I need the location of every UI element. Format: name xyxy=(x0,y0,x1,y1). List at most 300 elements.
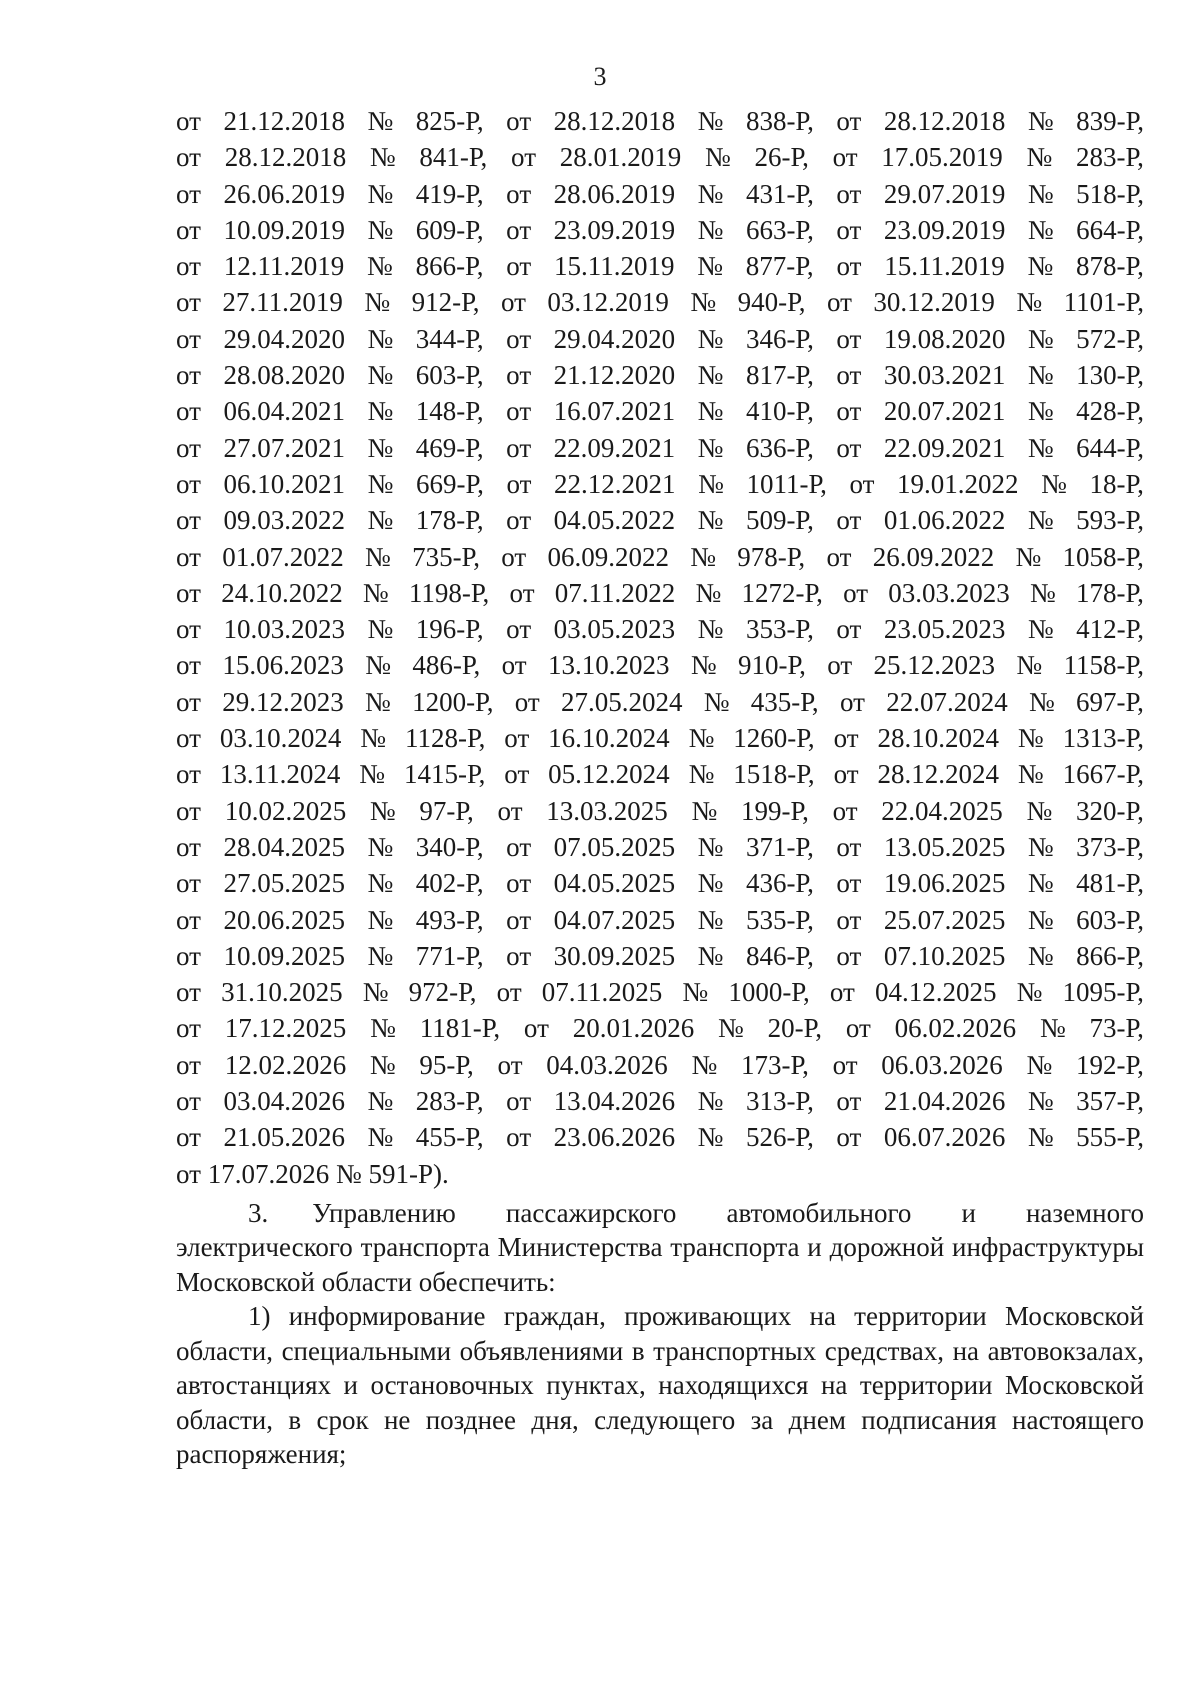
order-reference-token: от xyxy=(176,1122,201,1153)
order-reference-token: 603-Р, xyxy=(415,360,484,391)
order-reference-token: 346-Р, xyxy=(745,323,814,354)
paragraph-3 xyxy=(176,1196,1144,1300)
order-reference-token: 18-Р, xyxy=(1089,468,1144,499)
order-reference-token: 73-Р, xyxy=(1089,1013,1144,1044)
order-reference-token: № xyxy=(682,977,709,1008)
order-reference-token: № xyxy=(697,396,724,427)
order-reference-token: 1128-Р, xyxy=(404,723,486,754)
order-reference-token: 1260-Р, xyxy=(733,723,815,754)
order-reference-token: от xyxy=(176,977,201,1008)
order-reference-token: 178-Р, xyxy=(415,505,484,536)
order-reference-line xyxy=(176,357,1144,393)
order-reference-token: 344-Р, xyxy=(415,323,484,354)
order-reference-token: от xyxy=(176,868,201,899)
order-reference-token: 13.03.2025 xyxy=(546,795,668,826)
order-reference-token: от xyxy=(506,1122,532,1153)
order-reference-token: № xyxy=(1027,106,1054,136)
order-reference-token: от xyxy=(509,577,535,608)
order-reference-token: № xyxy=(1017,723,1044,754)
order-reference-token: от xyxy=(504,723,530,754)
order-reference-token: от xyxy=(506,940,532,971)
paragraph-number: 3. xyxy=(248,1197,269,1228)
order-reference-token: 01.06.2022 xyxy=(883,505,1006,536)
order-reference-line xyxy=(176,502,1144,538)
order-reference-token: 22.09.2021 xyxy=(883,432,1006,463)
order-reference-token: № xyxy=(697,1122,724,1153)
order-reference-token: 28.08.2020 xyxy=(223,360,345,391)
order-reference-token: от xyxy=(832,795,858,826)
order-reference-token: от xyxy=(833,723,859,754)
order-reference-token: 1198-Р, xyxy=(408,577,490,608)
order-reference-token: 07.11.2025 xyxy=(541,977,663,1008)
order-reference-token: 19.08.2020 xyxy=(883,323,1006,354)
order-reference-token: 26.06.2019 xyxy=(223,178,345,209)
order-reference-token: от xyxy=(506,868,532,899)
order-reference-token: 06.10.2021 xyxy=(223,468,346,499)
order-reference-token: 28.10.2024 xyxy=(877,723,999,754)
order-reference-token: 20.01.2026 xyxy=(572,1013,695,1044)
order-reference-token: 20-Р, xyxy=(767,1013,823,1044)
order-reference-token: № xyxy=(1030,577,1056,608)
order-reference-token: от xyxy=(176,686,201,717)
order-reference-token: № xyxy=(697,868,724,899)
order-reference-token: от xyxy=(514,686,540,717)
order-reference-token: 23.09.2019 xyxy=(553,214,676,245)
order-reference-token: 07.10.2025 xyxy=(883,940,1006,971)
order-reference-token: 04.07.2025 xyxy=(553,904,676,935)
order-reference-token: 31.10.2025 xyxy=(221,977,343,1008)
order-reference-token: от xyxy=(506,106,532,136)
order-reference-token: № xyxy=(367,1122,394,1153)
order-reference-token: от xyxy=(829,977,855,1008)
order-reference-token: 30.09.2025 xyxy=(553,940,676,971)
order-reference-token: от xyxy=(849,468,875,499)
order-reference-token: 28.12.2018 xyxy=(883,106,1006,136)
order-reference-line xyxy=(176,974,1144,1010)
order-reference-token: 357-Р, xyxy=(1076,1086,1144,1117)
order-reference-token: 13.05.2025 xyxy=(883,831,1006,862)
order-reference-token: № xyxy=(1028,686,1055,717)
order-reference-line xyxy=(176,139,1144,175)
order-reference-line xyxy=(176,938,1144,974)
order-reference-token: 846-Р, xyxy=(745,940,814,971)
order-reference-token: от xyxy=(836,831,862,862)
order-reference-token: от xyxy=(836,178,862,209)
order-reference-token: 636-Р, xyxy=(745,432,814,463)
order-reference-token: от xyxy=(836,214,862,245)
order-reference-token: № xyxy=(367,614,394,645)
order-reference-token: 410-Р, xyxy=(745,396,814,427)
order-reference-token: 29.07.2019 xyxy=(883,178,1006,209)
order-reference-token: № xyxy=(703,686,730,717)
order-reference-token: 593-Р, xyxy=(1076,505,1144,536)
order-reference-token: 27.07.2021 xyxy=(223,432,345,463)
order-reference-token: 1200-Р, xyxy=(412,686,494,717)
order-reference-token: от xyxy=(826,541,852,572)
order-reference-token: 199-Р, xyxy=(740,795,809,826)
order-reference-token: 06.02.2026 xyxy=(894,1013,1017,1044)
order-reference-token: 10.09.2025 xyxy=(223,940,345,971)
order-reference-token: 27.05.2024 xyxy=(560,686,683,717)
order-reference-token: № xyxy=(359,759,386,790)
order-reference-token: № xyxy=(367,904,394,935)
order-reference-token: 19.06.2025 xyxy=(883,868,1006,899)
order-reference-token: 644-Р, xyxy=(1076,432,1144,463)
order-reference-token: от xyxy=(176,759,201,790)
order-reference-token: № xyxy=(697,214,724,245)
order-reference-token: № xyxy=(697,831,724,862)
order-reference-token: 29.12.2023 xyxy=(222,686,344,717)
order-reference-line xyxy=(176,539,1144,575)
order-reference-token: от xyxy=(176,287,201,318)
order-reference-token: 03.10.2024 xyxy=(219,723,342,754)
order-reference-token: от xyxy=(836,323,862,354)
order-reference-token: № xyxy=(1041,468,1067,499)
order-reference-token: 23.06.2026 xyxy=(553,1122,676,1153)
order-reference-token: 07.11.2022 xyxy=(554,577,676,608)
order-reference-token: от xyxy=(176,940,201,971)
subparagraph-1: 1) информирование граждан, проживающих на территории Московской области, специальными объявлениями в транспортных средствах, на автовокзалах, автостанциях и остановочных пунктах, находящихся на территории Московской области, в срок не позднее дня, следующего за днем подписания настоящего распоряжения; xyxy=(176,1301,1144,1470)
order-reference-token: 940-Р, xyxy=(737,287,806,318)
order-reference-token: от xyxy=(836,505,862,536)
order-reference-token: 16.10.2024 xyxy=(548,723,670,754)
order-reference-line xyxy=(176,430,1144,466)
order-reference-token: 320-Р, xyxy=(1076,795,1144,826)
order-reference-line xyxy=(176,466,1144,502)
order-reference-token: 06.04.2021 xyxy=(223,396,345,427)
order-reference-token: № xyxy=(367,214,394,245)
order-reference-token: № xyxy=(1027,1122,1054,1153)
order-reference-token: от xyxy=(506,432,532,463)
order-reference-token: 373-Р, xyxy=(1076,831,1144,862)
order-reference-token: № xyxy=(691,795,718,826)
order-reference-token: 20.07.2021 xyxy=(883,396,1006,427)
order-reference-token: № xyxy=(1027,505,1054,536)
order-reference-token: 15.11.2019 xyxy=(553,251,675,282)
order-reference-token: 1313-Р, xyxy=(1062,723,1144,754)
order-reference-line xyxy=(176,902,1144,938)
order-reference-line xyxy=(176,611,1144,647)
order-reference-line xyxy=(176,720,1144,756)
order-reference-token: 1011-Р, xyxy=(746,468,827,499)
order-reference-token: от xyxy=(500,287,526,318)
order-reference-token: 12.02.2026 xyxy=(224,1049,347,1080)
order-reference-line xyxy=(176,1047,1144,1083)
order-reference-token: от xyxy=(176,904,201,935)
order-reference-token: № xyxy=(1027,904,1054,935)
order-reference-token: от xyxy=(504,759,530,790)
order-reference-token: 22.12.2021 xyxy=(554,468,676,499)
order-reference-token: № xyxy=(1027,868,1054,899)
order-reference-token: № xyxy=(367,868,394,899)
order-reference-token: 428-Р, xyxy=(1076,396,1144,427)
order-reference-token: 04.03.2026 xyxy=(546,1049,668,1080)
order-reference-token: 09.03.2022 xyxy=(223,505,345,536)
order-reference-token: 493-Р, xyxy=(415,904,484,935)
order-reference-token: № xyxy=(1027,1086,1054,1117)
order-reference-token: 435-Р, xyxy=(750,686,819,717)
order-reference-token: от xyxy=(176,106,201,136)
order-reference-token: 910-Р, xyxy=(737,650,806,681)
order-reference-token: 28.12.2024 xyxy=(877,759,999,790)
order-reference-token: № xyxy=(367,940,394,971)
order-reference-token: 196-Р, xyxy=(415,614,484,645)
order-reference-token: № xyxy=(1017,759,1044,790)
order-reference-token: от xyxy=(176,614,201,645)
order-reference-token: от xyxy=(845,1013,871,1044)
order-reference-token: 97-Р, xyxy=(419,795,474,826)
order-reference-token: 1518-Р, xyxy=(733,759,815,790)
order-reference-token: 10.09.2019 xyxy=(223,214,345,245)
order-reference-line xyxy=(176,1119,1144,1155)
order-reference-token: 29.04.2020 xyxy=(223,323,345,354)
order-reference-token: 26.09.2022 xyxy=(872,541,995,572)
order-reference-line xyxy=(176,756,1144,792)
order-reference-token: 817-Р, xyxy=(745,360,814,391)
order-reference-token: от xyxy=(176,795,201,826)
order-reference-token: № xyxy=(367,505,394,536)
order-reference-line xyxy=(176,1083,1144,1119)
order-reference-token: от xyxy=(501,650,527,681)
order-reference-token: от xyxy=(176,178,201,209)
order-reference-token: от xyxy=(176,650,201,681)
order-reference-token: 839-Р, xyxy=(1076,106,1144,136)
order-reference-token: 28.06.2019 xyxy=(553,178,676,209)
order-reference-token: 23.09.2019 xyxy=(883,214,1006,245)
order-reference-token: 28.01.2019 xyxy=(559,142,682,173)
order-reference-token: № xyxy=(1016,287,1043,318)
order-reference-token: 735-Р, xyxy=(412,541,480,572)
order-reference-line xyxy=(176,575,1144,611)
order-reference-token: 535-Р, xyxy=(745,904,814,935)
order-reference-token: 29.04.2020 xyxy=(553,323,676,354)
order-reference-token: от xyxy=(176,577,201,608)
order-reference-token: № xyxy=(1039,1013,1066,1044)
order-reference-token: № xyxy=(367,432,394,463)
order-reference-line xyxy=(176,103,1144,139)
order-reference-token: 03.12.2019 xyxy=(547,287,669,318)
order-reference-token: № xyxy=(367,396,394,427)
order-reference-token: № xyxy=(370,1013,396,1044)
order-reference-token: от xyxy=(176,1049,201,1080)
order-reference-token: от xyxy=(523,1013,549,1044)
order-reference-token: от xyxy=(176,142,201,173)
order-reference-token: 19.01.2022 xyxy=(897,468,1019,499)
order-reference-token: 526-Р, xyxy=(745,1122,814,1153)
order-reference-line xyxy=(176,1010,1144,1046)
order-reference-token: № xyxy=(697,106,724,136)
order-reference-token: от xyxy=(843,577,869,608)
order-reference-token: от xyxy=(826,287,852,318)
order-reference-token: 469-Р, xyxy=(415,432,484,463)
order-reference-line xyxy=(176,793,1144,829)
order-reference-token: 16.07.2021 xyxy=(553,396,676,427)
order-reference-token: 486-Р, xyxy=(412,650,481,681)
order-reference-token: № xyxy=(365,686,391,717)
order-reference-token: 663-Р, xyxy=(745,214,814,245)
order-reference-token: № xyxy=(1016,977,1043,1008)
order-reference-token: 148-Р, xyxy=(415,396,484,427)
order-reference-token: 518-Р, xyxy=(1076,178,1144,209)
order-reference-token: 419-Р, xyxy=(415,178,484,209)
order-reference-token: № xyxy=(688,759,715,790)
order-reference-token: 27.05.2025 xyxy=(223,868,345,899)
order-reference-token: 06.03.2026 xyxy=(881,1049,1003,1080)
order-reference-token: 509-Р, xyxy=(745,505,814,536)
order-reference-token: № xyxy=(1027,323,1054,354)
order-reference-token: от xyxy=(833,759,859,790)
order-reference-token: 13.04.2026 xyxy=(553,1086,676,1117)
order-reference-token: 603-Р, xyxy=(1076,904,1144,935)
order-reference-token: 04.05.2022 xyxy=(553,505,676,536)
order-reference-token: от xyxy=(506,323,532,354)
order-reference-token: № xyxy=(1027,178,1054,209)
order-reference-token: № xyxy=(697,360,724,391)
order-reference-line xyxy=(176,865,1144,901)
order-reference-token: 01.07.2022 xyxy=(222,541,344,572)
order-reference-token: 412-Р, xyxy=(1076,614,1144,645)
order-reference-token: от xyxy=(506,904,532,935)
order-reference-token: № xyxy=(362,577,389,608)
order-reference-token: от xyxy=(836,432,862,463)
order-reference-token: от xyxy=(836,904,862,935)
order-reference-token: № xyxy=(360,723,387,754)
order-reference-token: 30.03.2021 xyxy=(883,360,1006,391)
order-reference-token: № xyxy=(697,940,724,971)
order-reference-token: 06.09.2022 xyxy=(547,541,669,572)
order-reference-token: 22.07.2024 xyxy=(886,686,1008,717)
order-references-tail: от 17.07.2026 № 591-Р). xyxy=(176,1158,449,1189)
order-reference-token: 283-Р, xyxy=(415,1086,484,1117)
order-reference-token: от xyxy=(176,1013,201,1044)
order-reference-token: № xyxy=(718,1013,744,1044)
order-reference-token: 13.10.2023 xyxy=(547,650,670,681)
order-reference-token: 04.05.2025 xyxy=(553,868,676,899)
order-reference-token: от xyxy=(836,940,862,971)
order-reference-token: № xyxy=(697,1086,724,1117)
order-reference-token: от xyxy=(836,614,862,645)
order-reference-token: № xyxy=(690,541,717,572)
order-reference-token: 1095-Р, xyxy=(1062,977,1144,1008)
order-reference-token: 771-Р, xyxy=(415,940,484,971)
order-reference-token: 12.11.2019 xyxy=(223,251,345,282)
order-reference-token: от xyxy=(176,360,201,391)
order-reference-token: 15.11.2019 xyxy=(884,251,1005,282)
order-reference-token: от xyxy=(506,468,532,499)
order-reference-token: 130-Р, xyxy=(1076,360,1144,391)
order-reference-token: № xyxy=(697,178,724,209)
order-reference-token: № xyxy=(1027,831,1054,862)
order-reference-token: 866-Р, xyxy=(1076,940,1144,971)
order-reference-token: 340-Р, xyxy=(415,831,484,862)
order-reference-token: 1415-Р, xyxy=(403,759,486,790)
order-reference-token: 28.12.2018 xyxy=(553,106,676,136)
order-reference-token: № xyxy=(697,505,724,536)
order-reference-token: № xyxy=(697,614,724,645)
order-reference-token: от xyxy=(176,323,201,354)
order-reference-token: 841-Р, xyxy=(419,142,488,173)
order-reference-token: 21.04.2026 xyxy=(883,1086,1006,1117)
order-reference-token: № xyxy=(697,251,724,282)
order-reference-token: № xyxy=(691,1049,718,1080)
order-reference-token: от xyxy=(832,142,858,173)
order-reference-token: 21.12.2020 xyxy=(553,360,676,391)
order-reference-token: № xyxy=(364,287,391,318)
order-reference-token: № xyxy=(698,468,724,499)
order-reference-token: № xyxy=(369,1049,396,1080)
order-reference-token: 28.12.2018 xyxy=(224,142,347,173)
order-reference-token: 22.04.2025 xyxy=(881,795,1003,826)
order-reference-token: 866-Р, xyxy=(415,251,484,282)
order-reference-token: от xyxy=(506,505,532,536)
order-reference-token: 10.02.2025 xyxy=(224,795,347,826)
order-reference-token: от xyxy=(506,831,532,862)
order-reference-token: от xyxy=(506,396,532,427)
order-reference-token: от xyxy=(176,432,201,463)
order-reference-token: 17.12.2025 xyxy=(224,1013,347,1044)
order-reference-token: 05.12.2024 xyxy=(548,759,670,790)
order-reference-token: от xyxy=(176,396,201,427)
order-reference-token: 972-Р, xyxy=(408,977,477,1008)
order-reference-token: 877-Р, xyxy=(745,251,814,282)
order-reference-token: № xyxy=(367,251,393,282)
order-reference-token: 21.12.2018 xyxy=(223,106,345,136)
order-reference-token: № xyxy=(367,323,394,354)
order-reference-token: от xyxy=(506,178,532,209)
order-reference-token: от xyxy=(497,795,523,826)
order-reference-token: № xyxy=(1027,940,1054,971)
order-reference-token: № xyxy=(367,360,394,391)
order-reference-token: № xyxy=(369,795,396,826)
order-reference-token: 173-Р, xyxy=(740,1049,809,1080)
order-reference-token: 1058-Р, xyxy=(1062,541,1144,572)
order-reference-token: 1000-Р, xyxy=(728,977,810,1008)
order-reference-token: № xyxy=(367,1086,394,1117)
order-reference-token: № xyxy=(697,323,724,354)
order-reference-token: 669-Р, xyxy=(416,468,484,499)
order-reference-token: от xyxy=(496,977,522,1008)
order-reference-token: 664-Р, xyxy=(1076,214,1144,245)
order-reference-token: 555-Р, xyxy=(1076,1122,1144,1153)
order-reference-token: 25.07.2025 xyxy=(883,904,1006,935)
order-reference-token: от xyxy=(836,1086,862,1117)
order-reference-token: № xyxy=(1026,1049,1053,1080)
order-reference-token: 95-Р, xyxy=(419,1049,474,1080)
page-number: 3 xyxy=(593,62,607,91)
order-reference-token: от xyxy=(176,541,201,572)
order-reference-token: 03.05.2023 xyxy=(553,614,676,645)
order-reference-token: от xyxy=(836,251,862,282)
order-reference-line xyxy=(176,393,1144,429)
order-reference-token: от xyxy=(836,396,862,427)
order-reference-token: № xyxy=(367,468,394,499)
order-reference-token: от xyxy=(836,1122,862,1153)
order-reference-token: от xyxy=(501,541,527,572)
order-reference-token: от xyxy=(176,1086,201,1117)
order-reference-token: 17.05.2019 xyxy=(881,142,1003,173)
order-reference-token: № xyxy=(690,650,717,681)
order-reference-token: 20.06.2025 xyxy=(223,904,345,935)
order-reference-token: № xyxy=(1027,251,1054,282)
order-reference-token: от xyxy=(506,614,532,645)
order-reference-token: 04.12.2025 xyxy=(874,977,997,1008)
order-reference-token: от xyxy=(176,251,201,282)
order-reference-token: № xyxy=(369,142,396,173)
order-reference-token: № xyxy=(1015,541,1042,572)
order-reference-token: № xyxy=(1027,214,1054,245)
order-reference-token: 23.05.2023 xyxy=(883,614,1006,645)
order-reference-token: 24.10.2022 xyxy=(221,577,343,608)
